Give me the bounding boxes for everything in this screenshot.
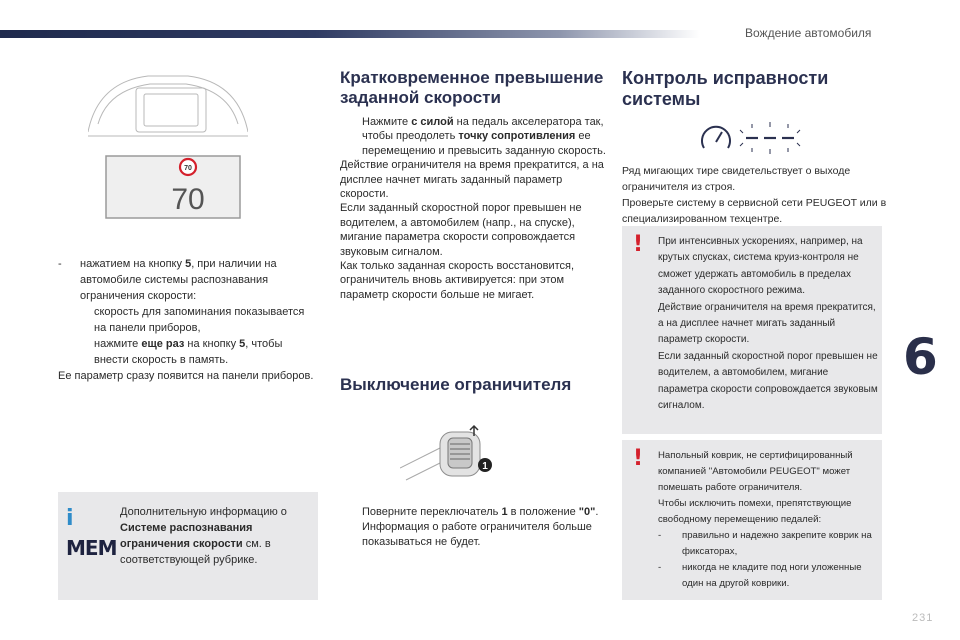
text: Поверните переключатель <box>362 506 502 518</box>
warning-box-floor-mat <box>622 440 882 600</box>
callout-number: 1 <box>482 461 488 472</box>
header-bar <box>0 30 700 38</box>
bold-text: Системе распознавания ограничения скорости <box>120 522 253 550</box>
memo-text <box>120 504 306 568</box>
heading-limiter-off: Выключение ограничителя <box>340 375 572 394</box>
button-ref: 5 <box>185 258 192 270</box>
text: на кнопку <box>184 338 240 350</box>
text: Нажмите <box>362 116 412 128</box>
page-number: 231 <box>912 612 934 624</box>
text: см. в соответствующей рубрике. <box>120 538 271 566</box>
speed-display-value: 70 <box>171 183 205 216</box>
chapter-number: 6 <box>903 328 938 386</box>
bold-text: с силой <box>411 116 454 128</box>
bullet-icon <box>80 304 94 336</box>
list-item <box>658 528 880 560</box>
column-2-text <box>340 115 608 302</box>
text: нажмите <box>94 338 142 350</box>
heading-system-check: Контроль исправности системы <box>622 68 829 109</box>
sub-item: скорость для запоминания показывается на панели приборов, <box>94 306 305 334</box>
bold-text: "0" <box>578 506 596 518</box>
text: нажатием на кнопку <box>80 258 186 270</box>
text: , чтобы внести скорость в память. <box>94 338 283 366</box>
text: Дополнительную информацию о <box>120 506 287 518</box>
list-item <box>658 560 880 592</box>
section-title: Вождение автомобиля <box>745 26 872 40</box>
paragraph: Информация о работе ограничителя больше показываться не будет. <box>362 521 592 548</box>
column-3-text: Ряд мигающих тире свидетельствует о выходе ограничителя из строя. Проверьте систему в сервисной сети PEUGEOT или в специализированном техцентре. <box>622 165 887 225</box>
column-2-text-2 <box>340 505 608 550</box>
warning-icon: ! <box>633 232 644 257</box>
bullet-icon <box>340 115 362 158</box>
warning-text: При интенсивных ускорениях, например, на крутых спусках, система круиз-контроля не сможет удержать автомобиль в пределах заданного скоростного режима. Действие ограничителя на время прекратится, а на дисплее начнет мигать заданный параметр скорости. Если заданный скоростной порог превышен не водителем, а автомобилем, мигание параметра скорости сопровождается звуковым сигналом. <box>658 236 878 412</box>
text: ее перемещению и превысить заданную скорость. <box>362 130 606 157</box>
mem-label: MEM <box>66 536 117 560</box>
paragraph: Ее параметр сразу появится на панели приборов. <box>58 370 314 382</box>
speed-sign-value: 70 <box>184 165 192 172</box>
paragraph: Действие ограничителя на время прекратится, а на дисплее начнет мигать заданный параметр скорости. Если заданный скоростной порог превышен не водителем, а автомобилем (напр., на спуске), мигание параметра скорости сопровождается звуковым сигналом. Как только заданная скорость восстановится, ограничитель вновь активируется: при этом параметр скорости больше не мигает. <box>340 159 604 301</box>
warning-icon: ! <box>633 446 644 471</box>
text: , при наличии на автомобиле системы распознавания ограничения скорости: <box>80 258 277 302</box>
text: в положение <box>507 506 579 518</box>
column-1-text <box>58 256 316 384</box>
list-item-text: никогда не кладите под ноги уложенные один на другой коврики. <box>682 562 862 589</box>
stalk-switch-illustration <box>400 418 510 488</box>
memo-box <box>58 492 318 600</box>
speedometer-dashes-icon <box>698 118 808 158</box>
dash-marker: - <box>658 562 662 573</box>
instrument-panel-illustration <box>88 62 248 232</box>
text: на педаль акселератора так, чтобы преодолеть <box>362 116 604 143</box>
bold-text: 1 <box>501 506 508 518</box>
warning-box-acceleration <box>622 226 882 434</box>
dash-marker: - <box>58 258 62 270</box>
warning-text <box>658 448 880 592</box>
bold-text: еще раз <box>141 338 185 350</box>
bullet-icon <box>80 336 94 368</box>
text: . <box>595 506 599 518</box>
info-icon: i <box>66 506 74 531</box>
bold-text: 5 <box>239 338 246 350</box>
dash-marker: - <box>658 530 662 541</box>
bold-text: точку сопротивления <box>458 130 576 143</box>
warning-paragraph: Напольный коврик, не сертифицированный компанией "Автомобили PEUGEOT" может помешать работе ограничителя. Чтобы исключить помехи, препятствующие свободному перемещению педалей: <box>658 450 853 525</box>
heading-temporary-exceed: Кратковременное превышение заданной скорости <box>340 68 604 107</box>
list-item-text: правильно и надежно закрепите коврик на фиксаторах, <box>682 530 872 557</box>
bullet-icon <box>340 505 362 520</box>
